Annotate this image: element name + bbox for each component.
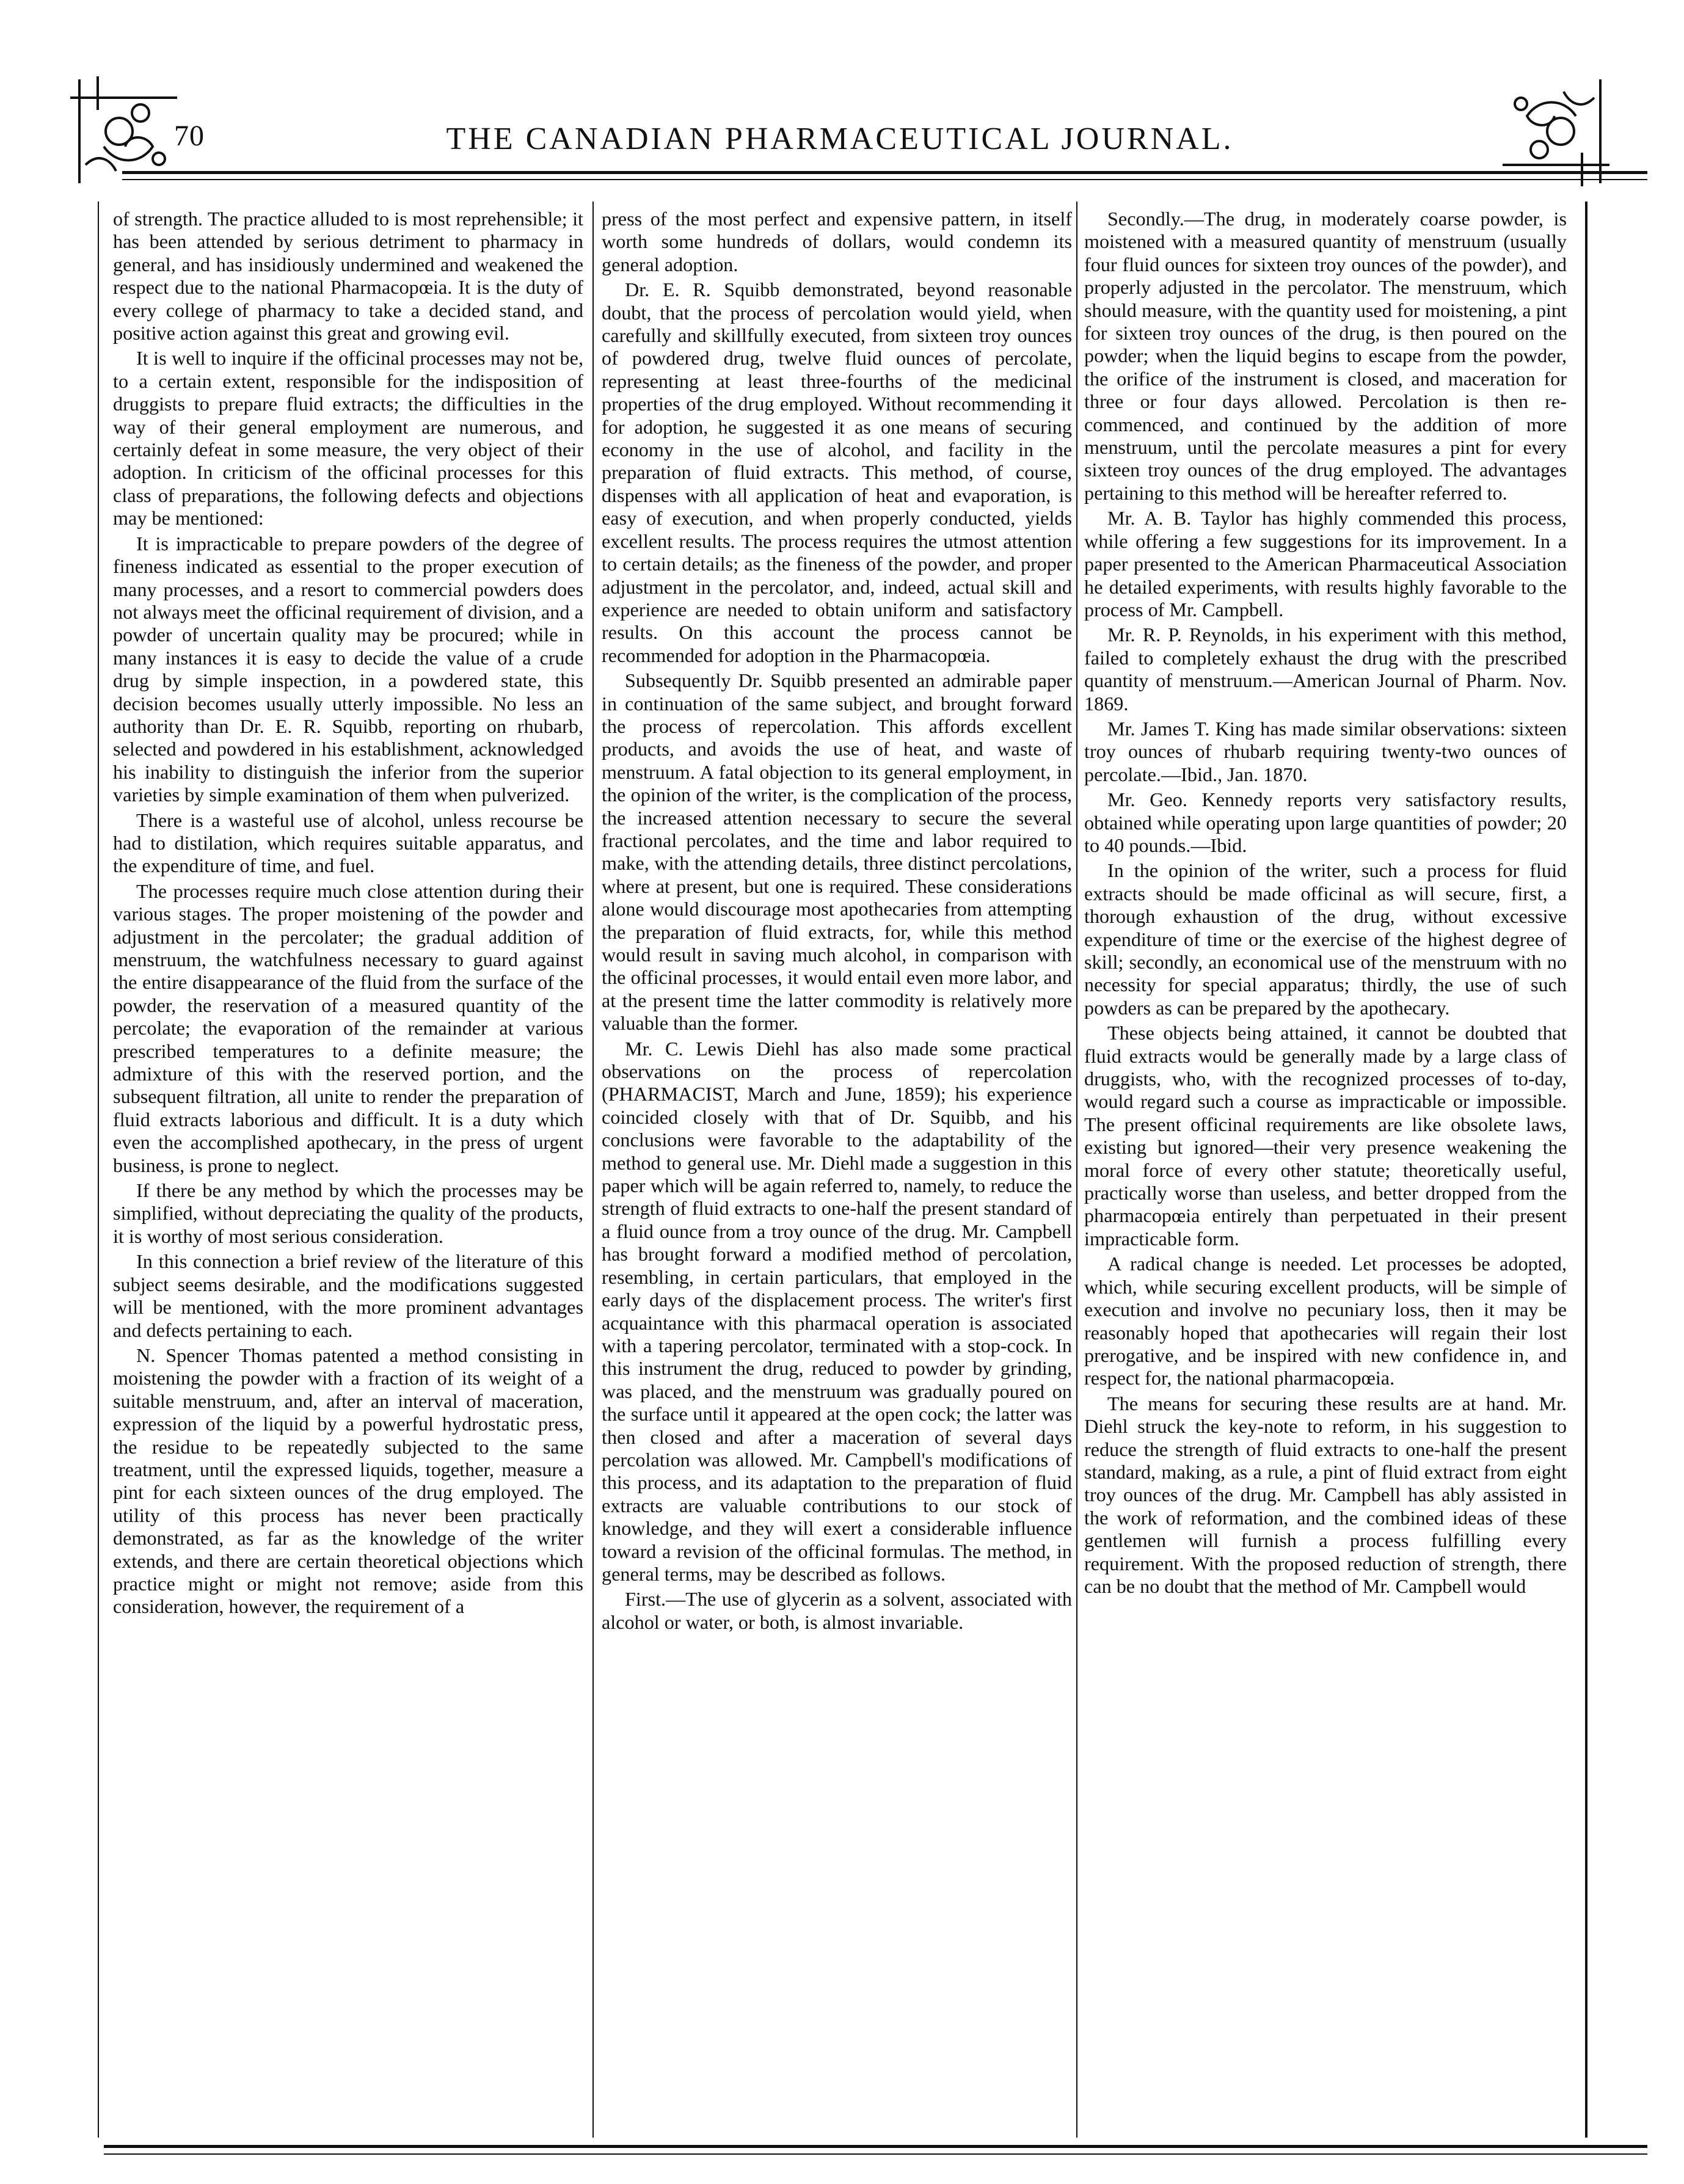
page-number: 70 <box>174 120 205 152</box>
paragraph: Secondly.—The drug, in moderately coarse powder, is moistened with a measured quantity of menstruum (usually four fluid ounces for sixteen troy ounces of the powder), and properly adjusted in the percolator. The menstruum, which should measure, with the quantity used for moistening, a pint for sixteen troy ounces of the drug, is then poured on the powder; when the liquid begins to escape from the powder, the orifice of the instrument is closed, and maceration for three or four days allowed. Percolation is then re-commenced, and continued by the addition of more menstruum, until the percolate measures a pint for every sixteen troy ounces of the drug employed. The advantages pertaining to this method will be hereafter referred to. <box>1084 208 1567 504</box>
paragraph: Mr. James T. King has made similar observations: sixteen troy ounces of rhubarb requiring twenty-two ounces of percolate.—Ibid., Jan. 1870. <box>1084 717 1567 785</box>
paragraph: press of the most perfect and expensive pattern, in itself worth some hundreds of dollars, would condemn its general adoption. <box>602 208 1072 275</box>
column-rule <box>1585 202 1587 2138</box>
paragraph: Mr. A. B. Taylor has highly commended this process, while offering a few suggestions for its improvement. In a paper presented to the American Pharmaceutical Association he detailed experiments, with results highly favorable to the process of Mr. Campbell. <box>1084 507 1567 621</box>
paragraph: If there be any method by which the processes may be simplified, without depreciating the quality of the products, it is worthy of most serious consideration. <box>113 1179 583 1247</box>
header-rule <box>122 179 1647 180</box>
paragraph: The means for securing these results are at hand. Mr. Diehl struck the key-note to reform, in his suggestion to reduce the strength of fluid extracts to one-half the present standard, making, as a rule, a pint of fluid extract from eight troy ounces of the drug. Mr. Campbell has ably assisted in the work of reformation, and the combined ideas of these gentlemen will furnish a process fulfilling every requirement. With the proposed reduction of strength, there can be no doubt that the method of Mr. Campbell would <box>1084 1392 1567 1597</box>
paragraph: N. Spencer Thomas patented a method consisting in moistening the powder with a fraction of its weight of a suitable menstruum, and, after an interval of maceration, expression of the liquid by a powerful hydrostatic press, the residue to be repeatedly subjected to the same treatment, until the expressed liquids, together, measure a pint for each sixteen ounces of the drug employed. The utility of this process has never been practically demonstrated, as far as the knowledge of the writer extends, and there are certain theoretical objections which practice might or might not remove; aside from this consideration, however, the requirement of a <box>113 1344 583 1618</box>
header-rule <box>122 171 1647 174</box>
paragraph: of strength. The practice alluded to is most reprehensible; it has been attended by serious detriment to pharmacy in general, and has insidiously undermined and weakened the respect due to the national Pharmacopœia. It is the duty of every college of pharmacy to take a decided stand, and positive action against this great and growing evil. <box>113 208 583 344</box>
paragraph: A radical change is needed. Let processes be adopted, which, while securing excellent products, will be simple of execution and involve no pecuniary loss, then it may be reasonably hoped that apothecaries will regain their lost prerogative, and be inspired with new confidence in, and respect for, the national pharmacopœia. <box>1084 1253 1567 1389</box>
paragraph: Subsequently Dr. Squibb presented an admirable paper in continuation of the same subject, and brought forward the process of repercolation. This affords excellent products, and avoids the use of heat, and waste of menstruum. A fatal objection to its general employment, in the opinion of the writer, is the complication of the process, the increased attention necessary to secure the several fractional percolates, and the time and labor required to make, with the attending details, three distinct percolations, where at present, but one is required. These considerations alone would discourage most apothecaries from attempting the preparation of fluid extracts, for, while this method would result in saving much alcohol, in comparison with the officinal processes, it would entail even more labor, and at the present time the latter commodity is relatively more valuable than the former. <box>602 669 1072 1035</box>
text-column-3 <box>1084 208 1567 2138</box>
page-header <box>67 73 1613 174</box>
column-rule <box>592 202 594 2138</box>
paragraph: It is well to inquire if the officinal processes may not be, to a certain extent, responsible for the indisposition of druggists to prepare fluid extracts; the difficulties in the way of their general employment are numerous, and certainly defeat in some measure, the very object of their adoption. In criticism of the officinal processes for this class of preparations, the following defects and objections may be mentioned: <box>113 347 583 530</box>
footer-rule <box>104 2145 1647 2148</box>
paragraph: These objects being attained, it cannot be doubted that fluid extracts would be generally made by a large class of druggists, who, with the recognized processes of to-day, would regard such a course as impracticable or impossible. The present officinal requirements are like obsolete laws, existing but ignored—their very presence weakening the moral force of every other statute; theoretically useful, practically worse than useless, and better dropped from the pharmacopœia entirely than perpetuated in their present impracticable form. <box>1084 1022 1567 1250</box>
column-rule <box>1076 202 1077 2138</box>
paragraph: There is a wasteful use of alcohol, unless recourse be had to distilation, which requires suitable apparatus, and the expenditure of time, and fuel. <box>113 809 583 877</box>
paragraph: Mr. R. P. Reynolds, in his experiment with this method, failed to completely exhaust the drug with the prescribed quantity of menstruum.—American Journal of Pharm. Nov. 1869. <box>1084 624 1567 715</box>
paragraph: In the opinion of the writer, such a process for fluid extracts should be made officinal as will secure, first, a thorough exhaustion of the drug, without excessive expenditure of time or the exercise of the highest degree of skill; secondly, an economical use of the menstruum with no necessity for special apparatus; thirdly, the use of such powders as can be prepared by the apothecary. <box>1084 859 1567 1019</box>
journal-title: THE CANADIAN PHARMACEUTICAL JOURNAL. <box>446 122 1234 156</box>
paragraph: Dr. E. R. Squibb demonstrated, beyond reasonable doubt, that the process of percolation would yield, when carefully and skillfully executed, from sixteen troy ounces of powdered drug, twelve fluid ounces of percolate, representing at least three-fourths of the medicinal properties of the drug employed. Without recommending it for adoption, he suggested it as one means of securing economy in the use of alcohol, and facility in the preparation of fluid extracts. This method, of course, dispenses with all application of heat and evaporation, is easy of execution, and when properly conducted, yields excellent results. The process requires the utmost attention to certain details; as the fineness of the powder, and proper adjustment in the percolator, and, indeed, actual skill and experience are needed to obtain uniform and satisfactory results. On this account the process cannot be recommended for adoption in the Pharmacopœia. <box>602 278 1072 666</box>
paragraph: The processes require much close attention during their various stages. The proper moistening of the powder and adjustment in the percolater; the gradual addition of menstruum, the watchfulness necessary to guard against the entire disappearance of the fluid from the surface of the powder, the reservation of a measured quantity of the percolate; the evaporation of the remainder at various prescribed temperatures to a definite measure; the admixture of this with the reserved portion, and the subsequent filtration, all unite to render the preparation of fluid extracts laborious and difficult. It is a duty which even the accomplished apothecary, in the press of urgent business, is prone to neglect. <box>113 879 583 1176</box>
paragraph: In this connection a brief review of the literature of this subject seems desirable, and the modifications suggested will be mentioned, with the more prominent advantages and defects pertaining to each. <box>113 1250 583 1341</box>
text-column-2 <box>602 208 1072 2138</box>
text-column-1 <box>113 208 583 2138</box>
footer-rule <box>104 2153 1647 2155</box>
paragraph: Mr. C. Lewis Diehl has also made some practical observations on the process of repercolation (PHARMACIST, March and June, 1859); his experience coincided closely with that of Dr. Squibb, and his conclusions were favorable to the adaptability of the method to general use. Mr. Diehl made a suggestion in this paper which will be again referred to, namely, to reduce the strength of fluid extracts to one-half the present standard of a fluid ounce from a troy ounce of the drug. Mr. Campbell has brought forward a modified method of percolation, resembling, in certain particulars, that employed in the early days of the displacement process. The writer's first acquaintance with this pharmacal operation is associated with a tapering percolator, terminated with a stop-cock. In this instrument the drug, reduced to powder by grinding, was placed, and the menstruum was gradually poured on the surface until it appeared at the open cock; the latter was then closed and after a maceration of several days percolation was allowed. Mr. Campbell's modifications of this process, and its adaptation to the preparation of fluid extracts are valuable contributions to our stock of knowledge, and they will exert a considerable influence toward a revision of the officinal formulas. The method, in general terms, may be described as follows. <box>602 1037 1072 1585</box>
column-rule <box>98 202 99 2138</box>
paragraph: First.—The use of glycerin as a solvent, associated with alcohol or water, or both, is almost invariable. <box>602 1588 1072 1633</box>
paragraph: Mr. Geo. Kennedy reports very satisfactory results, obtained while operating upon large quantities of powder; 20 to 40 pounds.—Ibid. <box>1084 788 1567 856</box>
paragraph: It is impracticable to prepare powders of the degree of fineness indicated as essential to the proper execution of many processes, and a resort to commercial powders does not always meet the officinal requirement of division, and a powder of uncertain quality may be procured; while in many instances it is easy to decide the value of a crude drug by simple inspection, in a powdered state, this decision becomes usually utterly impossible. No less an authority than Dr. E. R. Squibb, reporting on rhubarb, selected and powdered in his establishment, acknowledged his inability to distinguish the inferior from the superior varieties by simple examination of them when pulverized. <box>113 532 583 806</box>
